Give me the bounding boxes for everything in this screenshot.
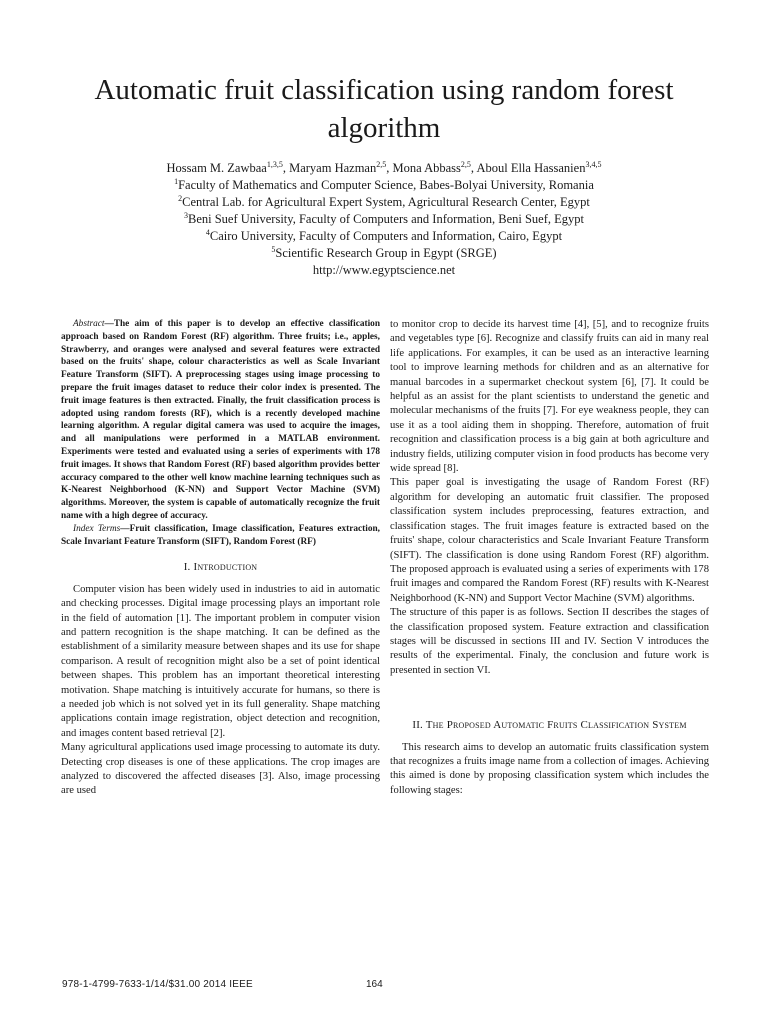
- abstract: [61, 318, 380, 523]
- website-url[interactable]: http://www.egyptscience.net: [312, 263, 456, 277]
- paragraph: Computer vision has been widely used in industries to aid in automatic and checking processes. Digital image processing plays an important role in the field of automation [1]. The important problem in computer vision and pattern recognition is the shape matching. It can be defined as the establishment of a similarity measure between shapes and its use for shape comparison. A result of recognition might also be a set of point identical between shapes. This problem has an important theoretical interesting motivation. Shape matching is intuitively accurate for humans, so there is a needed job which is not solved yet in its full generality. Shape matching applications contain image registration, object detection and recognition, and images content based retrieval [2].: [61, 583, 380, 739]
- affiliation: [40, 228, 728, 245]
- affiliation-text: Scientific Research Group in Egypt (SRGE): [275, 246, 497, 260]
- section-heading: II. The Proposed Automatic Fruits Classification System: [412, 719, 687, 732]
- author-name: Mona Abbass: [392, 161, 461, 175]
- copyright-footer: 978-1-4799-7633-1/14/$31.00 2014 IEEE: [62, 979, 253, 990]
- paragraph: The structure of this paper is as follows. Section II describes the stages of the classification proposed system. Feature extraction and classification stages will be discussed in sections III and IV. Section V introduces the results of the experimental. Finaly, the conclusion and future work is presented in section VI.: [390, 607, 709, 676]
- author-sup: 2,5: [460, 160, 471, 169]
- paragraph: to monitor crop to decide its harvest time [4], [5], and to recognize fruits and vegetables type [6]. Recognize and classify fruits can aid in many real life applications. For examples, it can be used as an interactive learning tool to improve learning methods for children and as an alternative for manual barcodes in a supermarket checkout system [6], [7]. It could be helpful as an assist for the plant scientists to understand the genetic and molecular mechanisms of the fruits [7]. For eye weakness people, they can use it as a tool aiding them in shopping. Therefore, automation of fruit recognition and classification process is a big gain at both agriculture and industry fields, utilizing computer vision in food products has become very wide spread [8].: [390, 319, 709, 475]
- left-column: [61, 318, 380, 799]
- author-sup: 2,5: [376, 160, 387, 169]
- affiliation-sup: 2: [178, 194, 183, 203]
- page-number: 164: [366, 979, 383, 990]
- index-terms: [61, 523, 380, 549]
- affiliation-text: Beni Suef University, Faculty of Computers and Information, Beni Suef, Egypt: [187, 212, 584, 226]
- author-name: Aboul Ella Hassanien: [476, 161, 586, 175]
- author-sup: 3,4,5: [585, 160, 602, 169]
- affiliation-text: Faculty of Mathematics and Computer Science, Babes-Bolyai University, Romania: [178, 178, 594, 192]
- index-terms-text: —Fruit classification, Image classification, Features extraction, Scale Invariant Feature Transform (SIFT), Random Forest (RF): [61, 523, 380, 547]
- right-column: [390, 318, 709, 798]
- affiliation-sup: 3: [183, 211, 188, 220]
- author-name: Maryam Hazman: [289, 161, 377, 175]
- affiliation-sup: 4: [205, 228, 210, 237]
- affiliation: [40, 211, 728, 228]
- author-sep: ,: [470, 161, 477, 175]
- abstract-label: Abstract: [73, 319, 105, 329]
- affiliation: [40, 177, 728, 194]
- affiliation: [40, 245, 728, 262]
- author-names: [40, 160, 728, 177]
- paragraph: This research aims to develop an automatic fruits classification system that recognizes a fruits image name from a collection of images. Achieving this aimed is done by proposing classification system which includes the following stages:: [390, 741, 709, 796]
- paragraph: Many agricultural applications used image processing to automate its duty. Detecting crop diseases is one of these applications. The crop images are analyzed to discovered the affected diseases [3]. Also, image processing are used: [61, 742, 380, 797]
- abstract-text: —The aim of this paper is to develop an effective classification approach based on Random Forest (RF) algorithm. Three fruits; i.e., apples, Strawberry, and oranges were analysed and several features were extracted based on the fruits' shape, colour characteristics as well as Scale Invariant Feature Transform (SIFT). A preprocessing stages using image processing to prepare the fruit images dataset to reduce their color index is presented. The fruit image features is then extracted. Finally, the fruit classification process is adopted using random forests (RF), which is a recently developed machine learning algorithm. A regular digital camera was used to acquire the images, and all manipulations were performed in a MATLAB environment. Experiments were tested and evaluated using a series of experiments with 178 fruit images. It shows that Random Forest (RF) based algorithm provides better accuracy compared to the other well know machine learning techniques such as K-Nearest Neighborhood (K-NN) and Support Vector Machine (SVM) algorithms. Moreover, the system is capable of automatically recognize the fruit name with a high degree of accuracy.: [61, 319, 380, 521]
- affiliation-text: Cairo University, Faculty of Computers and Information, Cairo, Egypt: [209, 229, 563, 243]
- affiliation-text: Central Lab. for Agricultural Expert System, Agricultural Research Center, Egypt: [182, 195, 590, 209]
- index-terms-label: Index Terms: [73, 523, 121, 534]
- author-block: [40, 160, 728, 279]
- affiliation-sup: 1: [174, 177, 179, 186]
- author-name: Hossam M. Zawbaa: [166, 161, 267, 175]
- affiliation-sup: 5: [271, 245, 276, 254]
- author-sep: ,: [282, 161, 290, 175]
- section-heading: I. Introduction: [183, 561, 258, 574]
- paper-title: Automatic fruit classification using random forest algorithm: [94, 74, 674, 144]
- affiliation: [40, 194, 728, 211]
- author-sup: 1,3,5: [266, 160, 283, 169]
- paragraph: This paper goal is investigating the usage of Random Forest (RF) algorithm for developing an automatic fruit classifier. The proposed classification system includes preprocessing, features extraction, and classification stages. The fruit images feature is extracted based on the fruits' shape, colour characteristics and Scale Invariant Feature Transform (SIFT). The classification is done using Random Forest (RF) algorithm. The proposed approach is evaluated using a series of experiments with 178 fruit images and compared the Random Forest (RF) results with K-Nearest Neighborhood (K-NN) and Support Vector Machine (SVM) algorithms.: [390, 477, 709, 604]
- author-sep: ,: [386, 161, 393, 175]
